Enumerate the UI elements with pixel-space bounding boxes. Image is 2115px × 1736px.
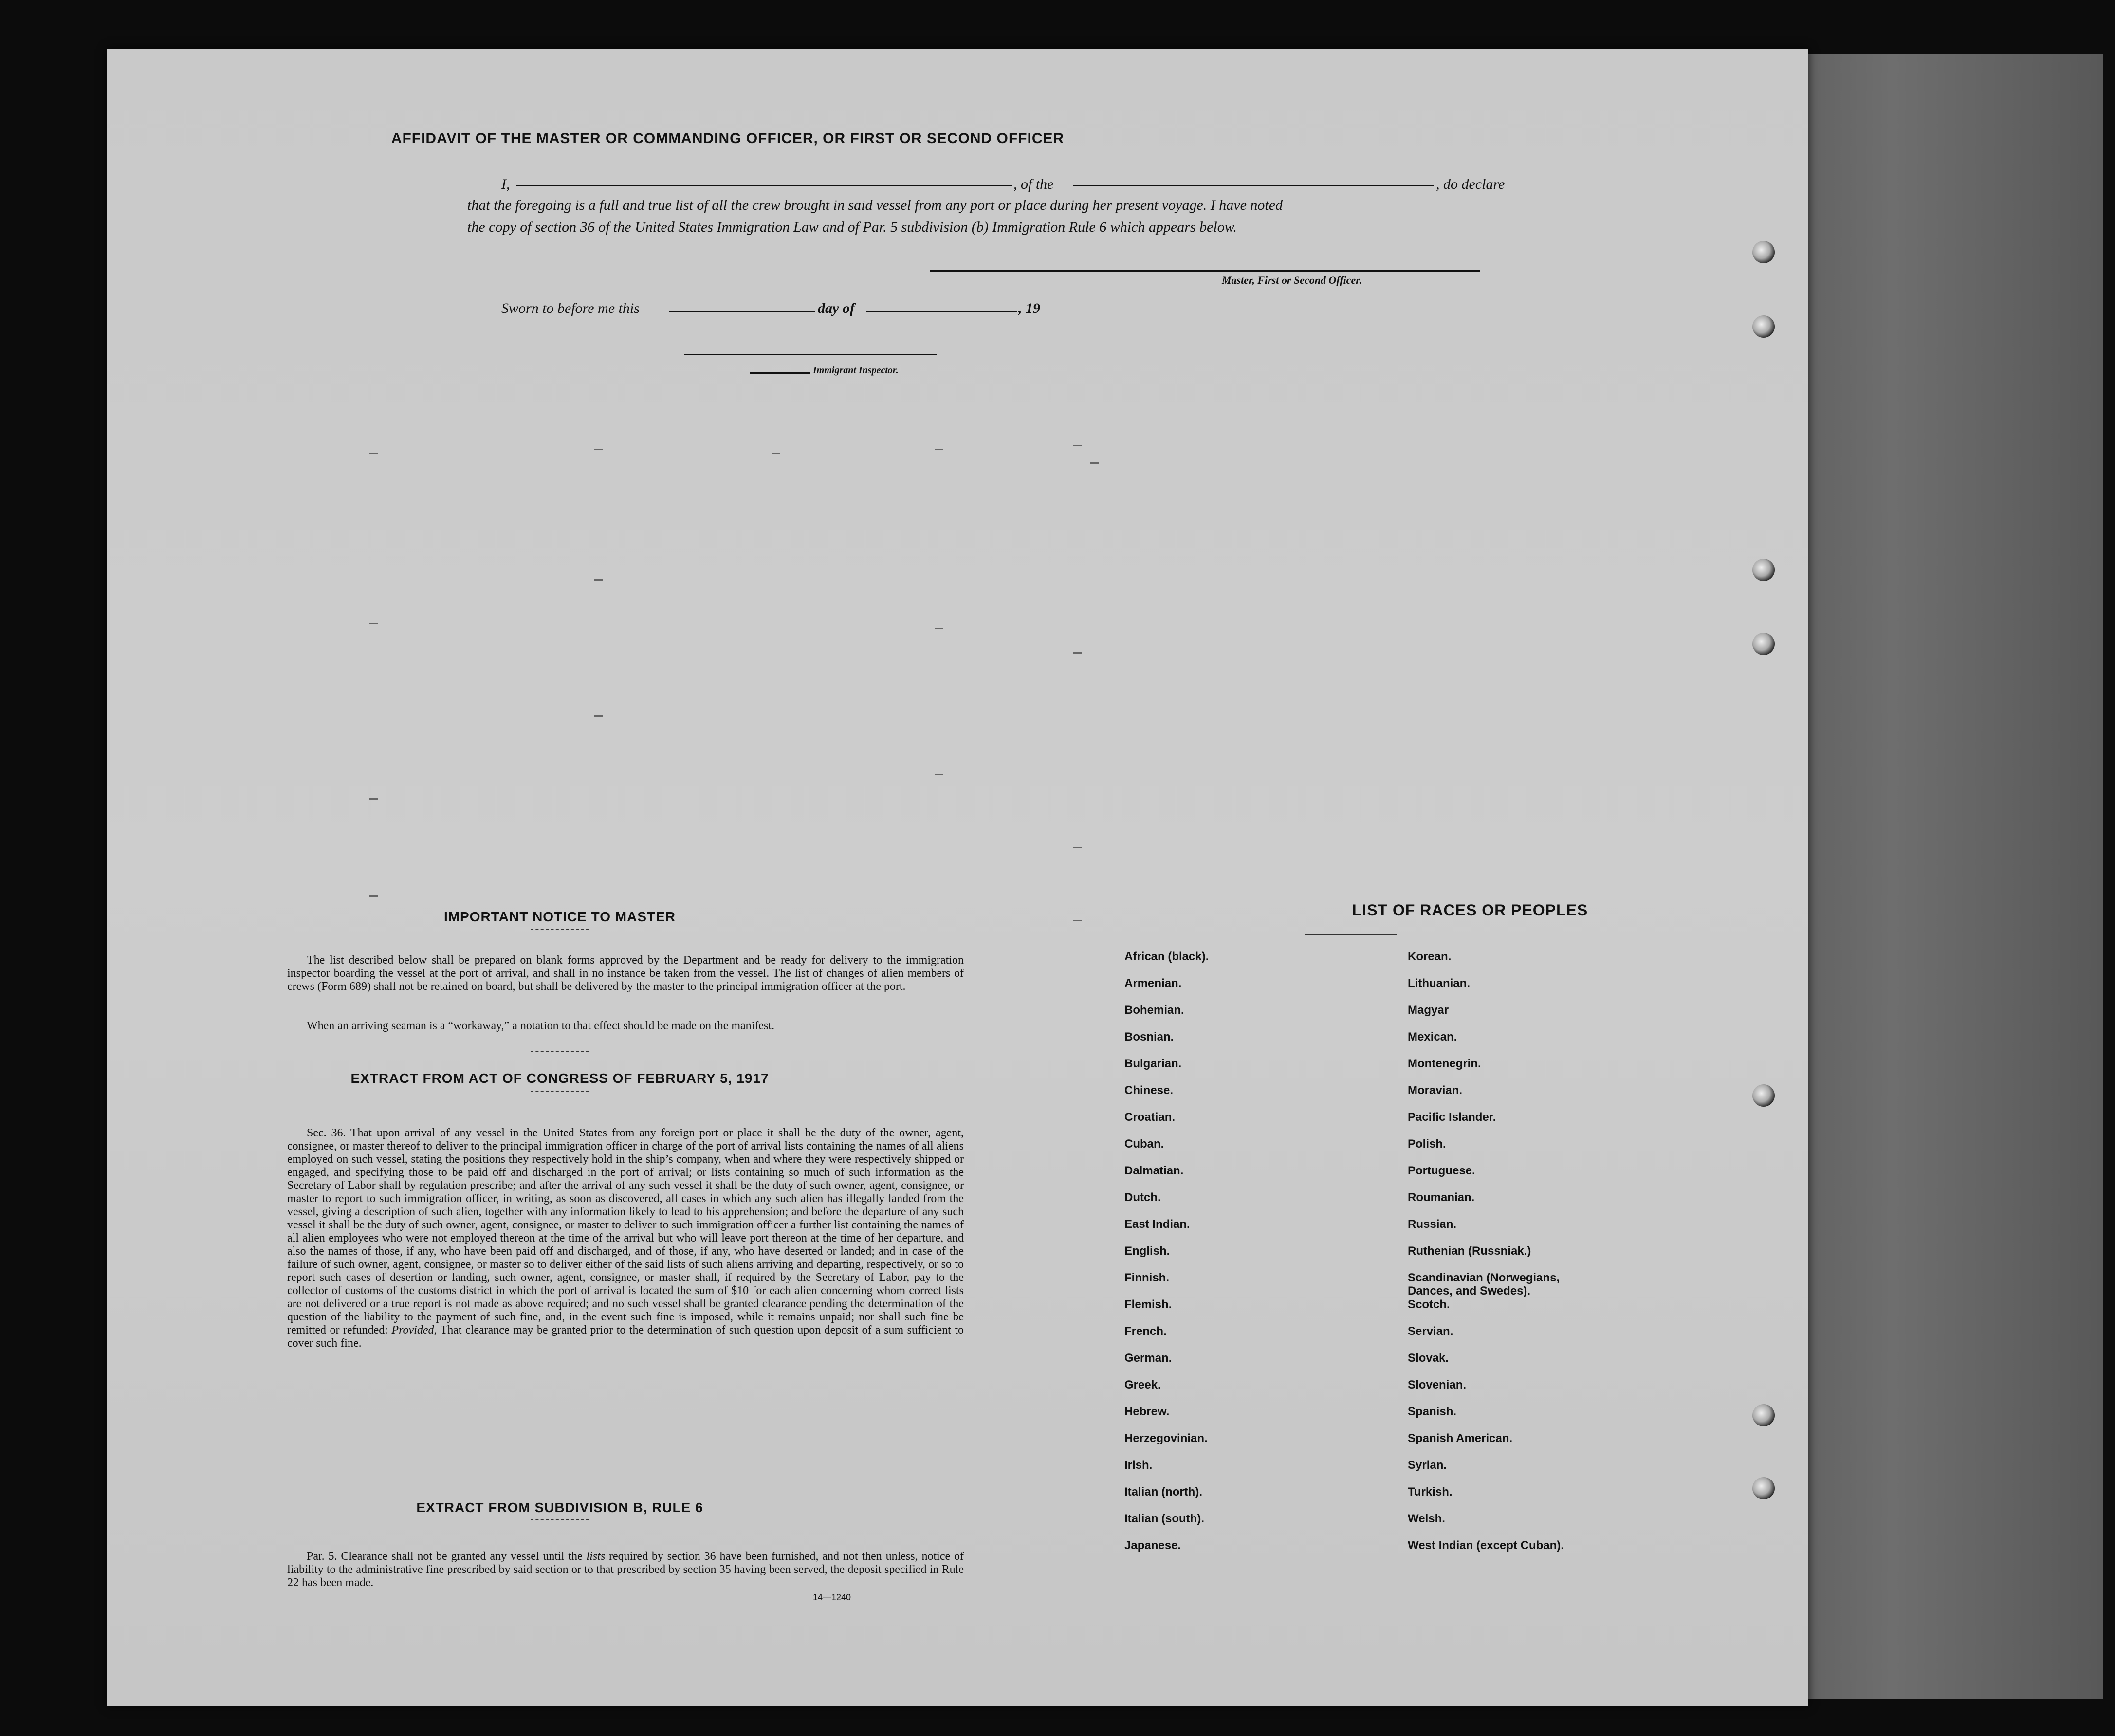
punch-hole bbox=[1752, 633, 1775, 655]
race-item: Chinese. bbox=[1124, 1084, 1174, 1097]
affidavit-of-the: , of the bbox=[1013, 176, 1054, 192]
rule-lists: lists bbox=[586, 1550, 606, 1563]
race-item: Irish. bbox=[1124, 1459, 1153, 1472]
punch-hole bbox=[1752, 559, 1775, 581]
act-extract-title: EXTRACT FROM ACT OF CONGRESS OF FEBRUARY 5, 1917 bbox=[350, 1071, 769, 1086]
sworn-label: Sworn to before me this bbox=[501, 300, 640, 316]
affidavit-line2: that the foregoing is a full and true list of all the crew brought in said vessel from any port or place during her present voyage. I have noted bbox=[467, 197, 1283, 213]
sworn-day-blank bbox=[669, 311, 815, 312]
race-item: Croatian. bbox=[1124, 1111, 1176, 1124]
race-item: Finnish. bbox=[1124, 1271, 1169, 1284]
day-of-label: day of bbox=[818, 300, 855, 316]
notice-rule bbox=[531, 929, 589, 930]
ruling-mark bbox=[935, 628, 943, 629]
ruling-mark bbox=[594, 449, 603, 450]
ruling-mark bbox=[594, 579, 603, 581]
race-item: Montenegrin. bbox=[1408, 1057, 1481, 1070]
affidavit-line3: the copy of section 36 of the United States Immigration Law and of Par. 5 subdivision (b) Immigration Rule 6 which appears below. bbox=[467, 219, 1237, 235]
race-item: Slovak. bbox=[1408, 1352, 1449, 1365]
race-item: Bohemian. bbox=[1124, 1004, 1184, 1017]
master-signature-line bbox=[930, 270, 1480, 272]
race-item: African (black). bbox=[1124, 950, 1209, 963]
act-provided: Provided, bbox=[391, 1324, 437, 1336]
notice-paragraph-2: When an arriving seaman is a “workaway,” a notation to that effect should be made on the manifest. bbox=[307, 1020, 774, 1032]
race-item: Slovenian. bbox=[1408, 1378, 1467, 1391]
act-text-end: That clearance may be granted prior to the determination of such question upon deposit of a sum sufficient to cover such fine. bbox=[287, 1324, 964, 1350]
year-label: , 19 bbox=[1018, 300, 1040, 316]
punch-hole bbox=[1752, 1477, 1775, 1499]
document-page bbox=[107, 49, 1808, 1706]
ruling-mark bbox=[369, 623, 378, 624]
race-item: Syrian. bbox=[1408, 1459, 1447, 1472]
race-item: Greek. bbox=[1124, 1378, 1161, 1391]
vessel-blank bbox=[1073, 185, 1434, 186]
race-item: Welsh. bbox=[1408, 1512, 1445, 1525]
race-item: Italian (south). bbox=[1124, 1512, 1204, 1525]
punch-hole bbox=[1752, 1404, 1775, 1426]
punch-hole bbox=[1752, 315, 1775, 338]
ruling-mark bbox=[369, 453, 378, 454]
act-rule bbox=[531, 1091, 589, 1092]
rule-rule bbox=[531, 1519, 589, 1520]
ruling-mark bbox=[1073, 445, 1082, 446]
sworn-month-blank bbox=[866, 311, 1017, 312]
race-item: Lithuanian. bbox=[1408, 977, 1470, 990]
race-item: Spanish. bbox=[1408, 1405, 1457, 1418]
master-label: Master, First or Second Officer. bbox=[1222, 274, 1362, 286]
act-extract-text bbox=[287, 1127, 964, 1350]
race-item: East Indian. bbox=[1124, 1218, 1190, 1231]
race-item: Flemish. bbox=[1124, 1298, 1172, 1311]
race-item: Scotch. bbox=[1408, 1298, 1450, 1311]
race-item: Mexican. bbox=[1408, 1030, 1457, 1043]
race-item: Pacific Islander. bbox=[1408, 1111, 1496, 1124]
race-item: West Indian (except Cuban). bbox=[1408, 1539, 1564, 1552]
race-item: English. bbox=[1124, 1244, 1170, 1258]
race-item: Cuban. bbox=[1124, 1137, 1164, 1151]
ruling-mark bbox=[935, 449, 943, 450]
affidavit-i: I, bbox=[501, 176, 510, 192]
ruling-mark bbox=[1090, 462, 1099, 464]
race-item: Roumanian. bbox=[1408, 1191, 1475, 1204]
race-item: Armenian. bbox=[1124, 977, 1182, 990]
name-blank bbox=[516, 185, 1012, 186]
rule-text-main: Par. 5. Clearance shall not be granted any vessel until the bbox=[307, 1550, 583, 1563]
punch-hole bbox=[1752, 1084, 1775, 1107]
ruling-mark bbox=[369, 895, 378, 897]
race-item: Bosnian. bbox=[1124, 1030, 1174, 1043]
race-item: Turkish. bbox=[1408, 1485, 1453, 1498]
races-rule bbox=[1305, 934, 1397, 935]
notice-title: IMPORTANT NOTICE TO MASTER bbox=[443, 909, 676, 924]
form-number: 14—1240 bbox=[813, 1592, 851, 1602]
race-item: Russian. bbox=[1408, 1218, 1457, 1231]
race-item: Italian (north). bbox=[1124, 1485, 1202, 1498]
race-item: Scandinavian (Norwegians, Dances, and Swedes). bbox=[1408, 1271, 1560, 1297]
ruling-mark bbox=[1073, 652, 1082, 654]
ruling-mark bbox=[935, 774, 943, 775]
affidavit-title: AFFIDAVIT OF THE MASTER OR COMMANDING OFFICER, OR FIRST OR SECOND OFFICER bbox=[391, 130, 1065, 146]
ruling-mark bbox=[1073, 847, 1082, 848]
race-item: Bulgarian. bbox=[1124, 1057, 1182, 1070]
race-item: French. bbox=[1124, 1325, 1167, 1338]
race-item: Dutch. bbox=[1124, 1191, 1161, 1204]
inspector-short-line bbox=[750, 372, 810, 374]
race-item: Dalmatian. bbox=[1124, 1164, 1184, 1177]
rule-text-end: required by section 36 have been furnished, and not then unless, notice of liability to the administrative fine prescribed by said section or to that prescribed by section 35 having been served, the deposit specified in Rule 22 has been made. bbox=[287, 1550, 964, 1589]
ruling-mark bbox=[1073, 920, 1082, 921]
notice-paragraph-1: The list described below shall be prepared on blank forms approved by the Department and be ready for delivery to the immigration inspector boarding the vessel at the port of arrival, and shall in no instance be taken from the vessel. The list of changes of alien members of crews (Form 689) shall not be retained on board, but shall be delivered by the master to the principal immigration officer at the port. bbox=[287, 954, 964, 993]
notice-rule-2 bbox=[531, 1051, 589, 1052]
race-item: Portuguese. bbox=[1408, 1164, 1475, 1177]
punch-hole bbox=[1752, 241, 1775, 263]
inspector-signature-line bbox=[684, 354, 937, 355]
affidavit-declare: , do declare bbox=[1436, 176, 1505, 192]
race-item: Magyar bbox=[1408, 1004, 1449, 1017]
race-item: Ruthenian (Russniak.) bbox=[1408, 1244, 1531, 1258]
race-item: Moravian. bbox=[1408, 1084, 1463, 1097]
inspector-label: Immigrant Inspector. bbox=[813, 365, 899, 376]
race-item: German. bbox=[1124, 1352, 1172, 1365]
races-title: LIST OF RACES OR PEOPLES bbox=[1352, 901, 1588, 919]
ruling-mark bbox=[772, 453, 780, 454]
race-item: Spanish American. bbox=[1408, 1432, 1513, 1445]
race-item: Japanese. bbox=[1124, 1539, 1181, 1552]
act-text-main: Sec. 36. That upon arrival of any vessel in the United States from any foreign port or place it shall be the duty of the owner, agent, consignee, or master thereof to deliver to the principal immigration officer in charge of the port of arrival lists containing the names of all aliens employed on such vessel, stating the positions they respectively hold in the ship’s company, when and where they were respectively shipped or engaged, and specifying those to be paid off and discharged in the port of arrival; or lists containing so much of such information as the Secretary of Labor shall by regulation prescribe; and after the arrival of any such vessel it shall be the duty of such owner, agent, consignee, or master to report to such immigration officer, in writing, as soon as discovered, all cases in which any such alien has illegally landed from the vessel, giving a description of such alien, together with any information likely to lead to his apprehension; and before the departure of any such vessel it shall be the duty of such owner, agent, consignee, or master to deliver to such immigration officer a further list containing the names of all alien employees who were not employed thereon at the time of the arrival but who will leave port thereon at the time of her departure, and also the names of those, if any, who have been paid off and discharged, and of those, if any, who have deserted or landed; and in case of the failure of such owner, agent, consignee, or master so to deliver either of the said lists of such aliens arriving and departing, respectively, or so to report such cases of desertion or landing, such owner, agent, consignee, or master shall, if required by the Secretary of Labor, pay to the collector of customs of the customs district in which the port of arrival is located the sum of $10 for each alien concerning whom correct lists are not delivered or a true report is not made as above required; and no such vessel shall be granted clearance pending the determination of the question of the liability to the payment of such fine, and, in the event such fine is imposed, while it remains unpaid; nor shall such fine be remitted or refunded: bbox=[287, 1127, 964, 1336]
rule-extract-title: EXTRACT FROM SUBDIVISION B, RULE 6 bbox=[416, 1500, 703, 1515]
race-item: Servian. bbox=[1408, 1325, 1453, 1338]
race-item: Herzegovinian. bbox=[1124, 1432, 1208, 1445]
ruling-mark bbox=[369, 798, 378, 800]
rule-extract-text bbox=[287, 1550, 964, 1590]
race-item: Hebrew. bbox=[1124, 1405, 1170, 1418]
ruling-mark bbox=[594, 715, 603, 717]
race-item: Korean. bbox=[1408, 950, 1452, 963]
race-item: Polish. bbox=[1408, 1137, 1446, 1151]
